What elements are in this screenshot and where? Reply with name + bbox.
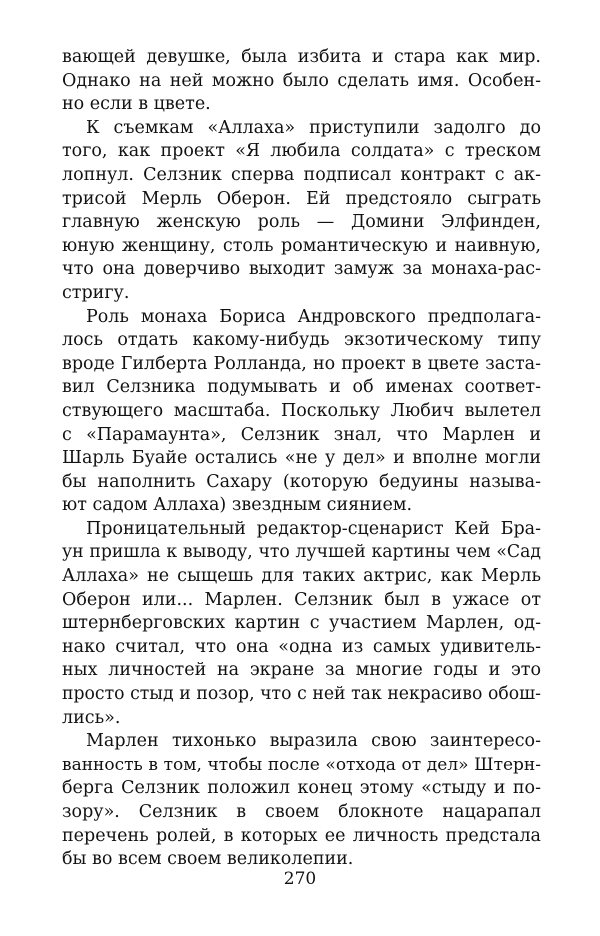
- text-line: нако считал, что она «одна из самых удивитель-: [62, 636, 541, 657]
- text-line: лопнул. Селзник сперва подписал контракт с ак-: [62, 164, 541, 185]
- text-line: Шарль Буайе остались «не у дел» и вполне могли: [62, 448, 541, 469]
- text-line: бы наполнить Сахару (которую бедуины называ-: [62, 471, 541, 492]
- text-line: берга Селзник положил конец этому «стыду и по-: [62, 778, 541, 799]
- text-line: но если в цвете.: [62, 94, 211, 115]
- text-line: юную женщину, столь романтическую и наивную,: [62, 235, 541, 256]
- text-line: ванность в том, чтобы после «отхода от дел» Штерн-: [62, 754, 541, 775]
- text-line: стригу.: [62, 282, 130, 303]
- text-line: зору». Селзник в своем блокноте нацарапал: [62, 802, 541, 822]
- text-line: лись».: [62, 707, 121, 728]
- text-line: К съемкам «Аллаха» приступили задолго до: [86, 117, 541, 138]
- text-line: вающей девушке, была избита и стара как мир.: [62, 47, 541, 67]
- text-line: просто стыд и позор, что с ней так некрасиво обош-: [62, 684, 541, 705]
- text-line: Роль монаха Бориса Андровского предполага-: [86, 306, 541, 327]
- text-line: Проницательный редактор-сценарист Кей Бра-: [86, 518, 541, 539]
- text-line: Однако на ней можно было сделать имя. Особен-: [62, 70, 541, 91]
- text-line: перечень ролей, в которых ее личность предстала: [62, 825, 541, 846]
- text-line: ствующего масштаба. Поскольку Любич вылетел: [62, 400, 541, 421]
- text-line: вил Селзника подумывать и об именах соответ-: [62, 377, 541, 398]
- text-line: вроде Гилберта Ролланда, но проект в цвете заста-: [62, 353, 541, 374]
- text-line: бы во всем своем великолепии.: [62, 849, 354, 870]
- body-text: [62, 46, 541, 872]
- text-line: лось отдать какому-нибудь экзотическому типу: [62, 330, 541, 351]
- text-line: что она доверчиво выходит замуж за монаха-рас-: [62, 259, 541, 280]
- text-line: Марлен тихонько выразила свою заинтересо-: [86, 731, 541, 752]
- text-line: ун пришла к выводу, что лучшей картины чем «Сад: [62, 542, 541, 563]
- text-line: Оберон или... Марлен. Селзник был в ужасе от: [62, 589, 541, 610]
- text-line: того, как проект «Я любила солдата» с треском: [62, 141, 541, 162]
- text-line: главную женскую роль — Домини Элфинден,: [62, 212, 541, 233]
- text-line: трисой Мерль Оберон. Ей предстояло сыграть: [62, 188, 541, 209]
- text-line: ют садом Аллаха) звездным сиянием.: [62, 495, 413, 516]
- text-line: ных личностей на экране за многие годы и это: [62, 660, 541, 681]
- text-line: штернберговских картин с участием Марлен, од-: [62, 613, 541, 634]
- page-number: 270: [283, 869, 317, 889]
- text-line: с «Парамаунта», Селзник знал, что Марлен и: [62, 424, 541, 445]
- text-line: Аллаха» не сыщешь для таких актрис, как Мерль: [62, 566, 541, 587]
